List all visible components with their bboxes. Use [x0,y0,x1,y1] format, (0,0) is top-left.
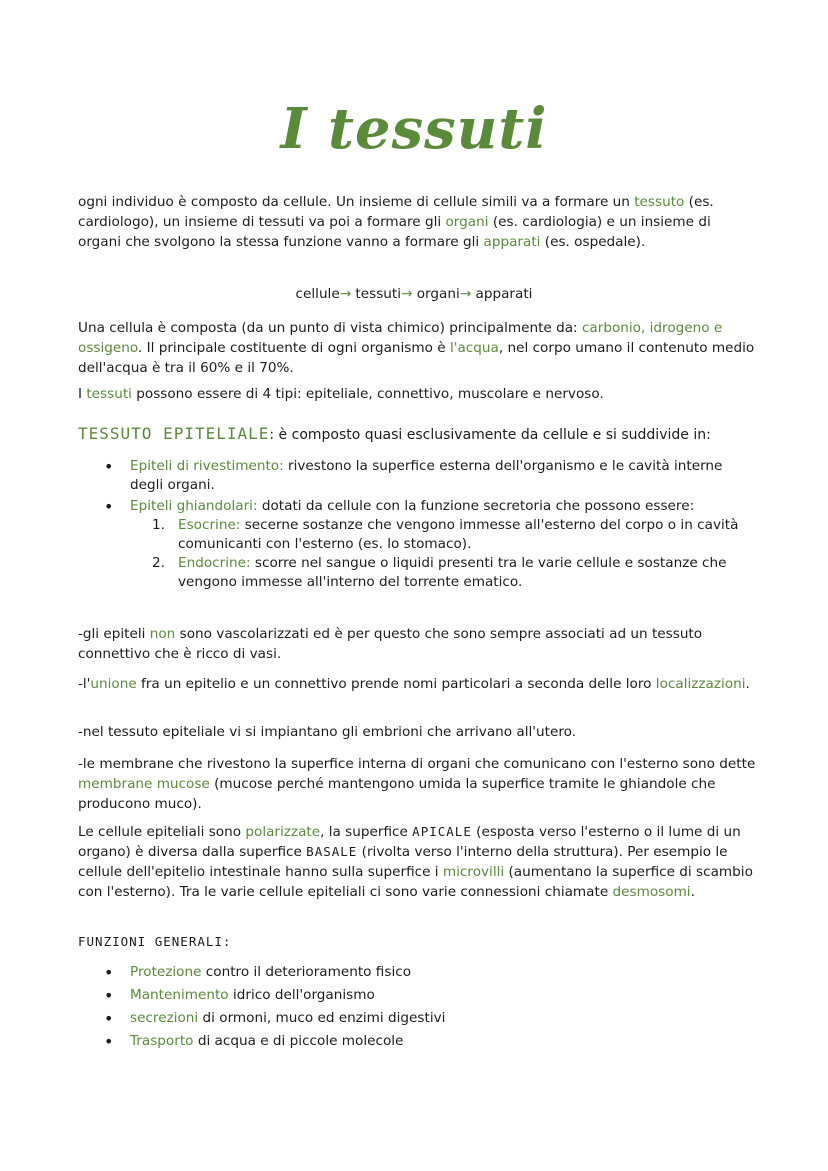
keyword-elements: carbonio, idrogeno e ossigeno [78,320,723,356]
polar-text: Le cellule epiteliali sono [78,824,246,840]
function-desc: idrico dell'organismo [228,987,375,1003]
epithelial-intro-text: : è composto quasi esclusivamente da cellule e si suddivide in: [269,427,711,443]
list-item [104,1031,754,1052]
note-membrane [78,754,758,814]
note-text: -gli epiteli [78,626,150,642]
flow-organi: organi [416,286,460,302]
composition-text-2: . Il principale costituente di ogni organismo è [137,340,450,356]
note-text: -l' [78,676,91,692]
term-apicale: APICALE [412,824,472,839]
arrow-icon: → [339,286,352,302]
flow-cellule: cellule [295,286,340,302]
arrow-icon: → [459,286,472,302]
hierarchy-flow [0,286,828,302]
note-unione [78,674,758,694]
flow-apparati: apparati [475,286,533,302]
arrow-icon: → [401,286,413,302]
composition-text-3: , nel corpo umano il contenuto medio dell'acqua è tra il 60% e il 70%. [78,340,755,376]
types-text-1: I [78,386,87,402]
polar-text: (esposta verso l'esterno o il lume di un organo) è diversa dalla superfice [78,824,741,860]
sublist-term: Endocrine: [178,555,251,571]
polar-text: (rivolta verso l'interno della struttura). Per esempio le cellule dell'epitelio intestinale hanno sulla superfice i [78,844,728,880]
keyword-desmosomi: desmosomi [612,884,691,900]
sublist-number: 1. [152,517,165,533]
note-text: . [745,676,750,692]
keyword-microvilli: microvilli [442,864,505,880]
function-term: Mantenimento [130,987,229,1003]
function-desc: contro il deterioramento fisico [201,964,412,980]
composition-paragraph [78,318,758,378]
flow-tessuti: tessuti [355,286,402,302]
note-text: -le membrane che rivestono la superfice interna di organi che comunicano con l'esterno sono dette [78,756,756,772]
sublist-term: Esocrine: [178,517,241,533]
note-vascular [78,624,758,664]
list-item [104,1008,754,1029]
glandular-sublist [130,516,754,592]
function-desc: di acqua e di piccole molecole [193,1033,404,1049]
sublist-desc: secerne sostanze che vengono immesse all'esterno del corpo o in cavità comunicanti con l'esterno (es. lo stomaco). [178,517,739,552]
list-item-term: Epiteli ghiandolari: [130,498,258,514]
epithelial-list [104,457,754,594]
list-item [104,457,754,495]
intro-text-4: (es. ospedale). [540,234,646,250]
section-heading-epithelial: TESSUTO EPITELIALE [78,424,270,443]
keyword-acqua: l'acqua [449,340,499,356]
term-basale: BASALE [306,844,358,859]
keyword-polarizzate: polarizzate [245,824,321,840]
keyword-tessuti: tessuti [86,386,132,402]
types-paragraph [78,384,758,404]
keyword-unione: unione [90,676,137,692]
page-title: I tessuti [280,96,548,162]
list-item-term: Epiteli di rivestimento: [130,458,284,474]
intro-text-1: ogni individuo è composto da cellule. Un insieme di cellule simili va a formare un [78,194,635,210]
intro-paragraph [78,192,758,252]
polar-text: (aumentano la superfice di scambio con l'esterno). Tra le varie cellule epiteliali ci sono varie connessioni chiamate [78,864,753,900]
functions-heading: FUNZIONI GENERALI: [78,934,232,949]
intro-text-3: (es. cardiologia) e un insieme di organi che svolgono la stessa funzione vanno a formare gli [78,214,711,250]
list-item [104,962,754,983]
note-embrioni: -nel tessuto epiteliale vi si impiantano gli embrioni che arrivano all'utero. [78,724,577,740]
keyword-non: non [149,626,176,642]
function-term: secrezioni [130,1010,199,1026]
note-text: fra un epitelio e un connettivo prende nomi particolari a seconda delle loro [136,676,656,692]
polar-text: . [690,884,695,900]
sublist-item [130,516,754,554]
keyword-membrane-mucose: membrane mucose [78,776,210,792]
epithelial-heading-paragraph [78,424,758,445]
list-item [104,497,754,592]
sublist-number: 2. [152,555,165,571]
polar-text: , la superfice [320,824,413,840]
intro-text-2: (es. cardiologo), un insieme di tessuti va poi a formare gli [78,194,714,230]
function-term: Protezione [130,964,202,980]
composition-text-1: Una cellula è composta (da un punto di vista chimico) principalmente da: [78,320,582,336]
sublist-desc: scorre nel sangue o liquidi presenti tra le varie cellule e sostanze che vengono immesse all'interno del torrente ematico. [178,555,727,590]
function-desc: di ormoni, muco ed enzimi digestivi [198,1010,446,1026]
function-term: Trasporto [130,1033,194,1049]
sublist-item [130,554,754,592]
keyword-apparati: apparati [483,234,541,250]
note-text: sono vascolarizzati ed è per questo che sono sempre associati ad un tessuto connettivo che è ricco di vasi. [78,626,703,662]
polarity-paragraph [78,822,758,902]
keyword-tessuto: tessuto [634,194,685,210]
note-text: (mucose perché mantengono umida la superfice tramite le ghiandole che producono muco). [78,776,716,812]
list-item-desc: dotati da cellule con la funzione secretoria che possono essere: [257,498,695,514]
types-text-2: possono essere di 4 tipi: epiteliale, connettivo, muscolare e nervoso. [131,386,604,402]
keyword-localizzazioni: localizzazioni [655,676,746,692]
list-item [104,985,754,1006]
keyword-organi: organi [445,214,489,230]
functions-list [104,962,754,1054]
list-item-desc: rivestono la superfice esterna dell'organismo e le cavità interne degli organi. [130,458,723,493]
